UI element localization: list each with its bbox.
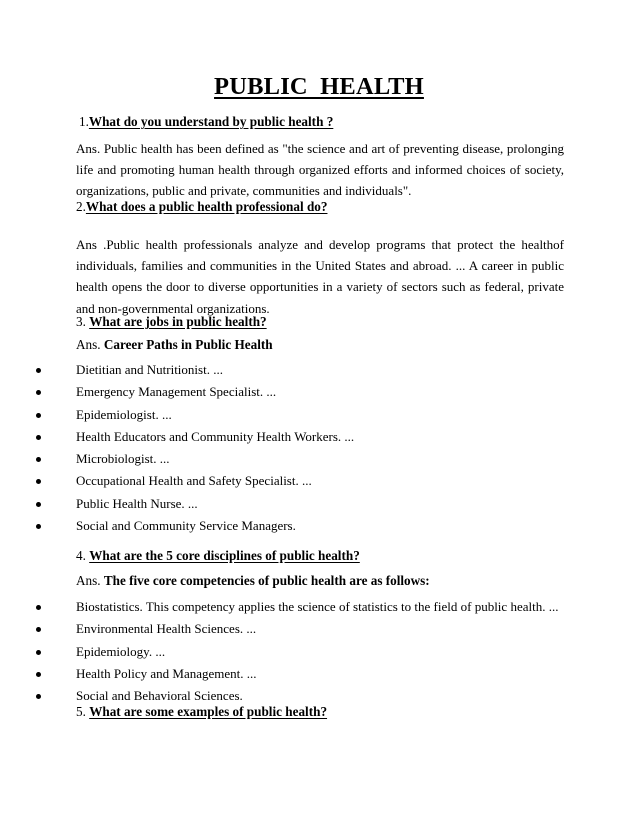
- list-item-text: Microbiologist. ...: [76, 451, 170, 467]
- bullet-icon: [36, 672, 41, 677]
- list-item: [0, 426, 638, 448]
- answer-3-prefix: Ans.: [76, 337, 104, 352]
- answer-4-heading: [76, 573, 430, 589]
- question-3: [76, 314, 267, 330]
- bullet-icon: [36, 694, 41, 699]
- question-2: [76, 199, 327, 215]
- list-item: [0, 663, 638, 685]
- list-item: [0, 448, 638, 470]
- list-item: [0, 404, 638, 426]
- answer-3-heading: [76, 337, 273, 353]
- list-item-text: Emergency Management Specialist. ...: [76, 384, 277, 400]
- list-item-text: Public Health Nurse. ...: [76, 495, 198, 511]
- bullet-icon: [36, 435, 41, 440]
- list-item-text: Dietitian and Nutritionist. ...: [76, 362, 223, 377]
- bullet-icon: [36, 650, 41, 655]
- list-item: [0, 359, 638, 381]
- bullet-icon: [36, 457, 41, 462]
- answer-1: Ans. Public health has been defined as "the science and art of preventing disease, prolonging life and promoting human health through organized efforts and informed choices of society, organizations, public and private, communities and individuals".: [76, 141, 564, 199]
- bullet-icon: [36, 479, 41, 484]
- answer-2: Ans .Public health professionals analyze and develop programs that protect the healthof individuals, families and communities in the United States and abroad. ... A career in public health opens the door to diverse opportunities in a variety of sectors such as federal, private and non-governmental organizations.: [76, 237, 564, 316]
- list-item-text: Social and Behavioral Sciences.: [76, 688, 243, 704]
- list-item: [0, 381, 638, 403]
- list-item-text: Social and Community Service Managers.: [76, 518, 296, 534]
- question-2-number: 2.: [76, 199, 86, 214]
- list-item: [0, 641, 638, 663]
- answer-3-heading-text: Career Paths in Public Health: [103, 337, 273, 352]
- answer-4-prefix: Ans.: [76, 573, 104, 588]
- core-competencies-list: [0, 596, 638, 707]
- list-item-text: Epidemiology. ...: [76, 643, 166, 659]
- question-4-number: 4.: [76, 548, 90, 563]
- question-1-text: What do you understand by public health ?: [88, 114, 334, 129]
- answer-4-heading-text: The five core competencies of public health are as follows:: [103, 573, 430, 588]
- list-item: [0, 596, 638, 618]
- list-item-text: Environmental Health Sciences. ...: [76, 621, 257, 637]
- list-item: [0, 493, 638, 515]
- question-5-text: What are some examples of public health?: [89, 704, 328, 719]
- question-5-number: 5.: [76, 704, 90, 719]
- question-2-text: What does a public health professional do?: [85, 199, 328, 214]
- bullet-icon: [36, 390, 41, 395]
- question-3-text: What are jobs in public health?: [89, 314, 267, 329]
- list-item-text: Epidemiologist. ...: [76, 406, 172, 422]
- question-3-number: 3.: [76, 314, 90, 329]
- question-4-text: What are the 5 core disciplines of public health?: [89, 548, 360, 563]
- bullet-icon: [36, 502, 41, 507]
- list-item-text: Occupational Health and Safety Specialist. ...: [76, 473, 312, 489]
- list-item: [0, 618, 638, 640]
- question-4: [76, 548, 360, 564]
- question-5: [76, 704, 327, 720]
- question-1-number: 1.: [79, 114, 89, 129]
- bullet-icon: [36, 413, 41, 418]
- bullet-icon: [36, 368, 41, 373]
- bullet-icon: [36, 605, 41, 610]
- career-paths-list: [0, 359, 638, 537]
- bullet-icon: [36, 524, 41, 529]
- bullet-icon: [36, 627, 41, 632]
- question-1: [79, 114, 333, 130]
- list-item-text: Biostatistics. This competency applies the science of statistics to the field of public health. ...: [76, 599, 559, 614]
- list-item: [0, 470, 638, 492]
- page-title: PUBLIC HEALTH: [214, 73, 424, 100]
- list-item-text: Health Policy and Management. ...: [76, 665, 257, 681]
- list-item: [0, 515, 638, 537]
- list-item-text: Health Educators and Community Health Workers. ...: [76, 428, 355, 444]
